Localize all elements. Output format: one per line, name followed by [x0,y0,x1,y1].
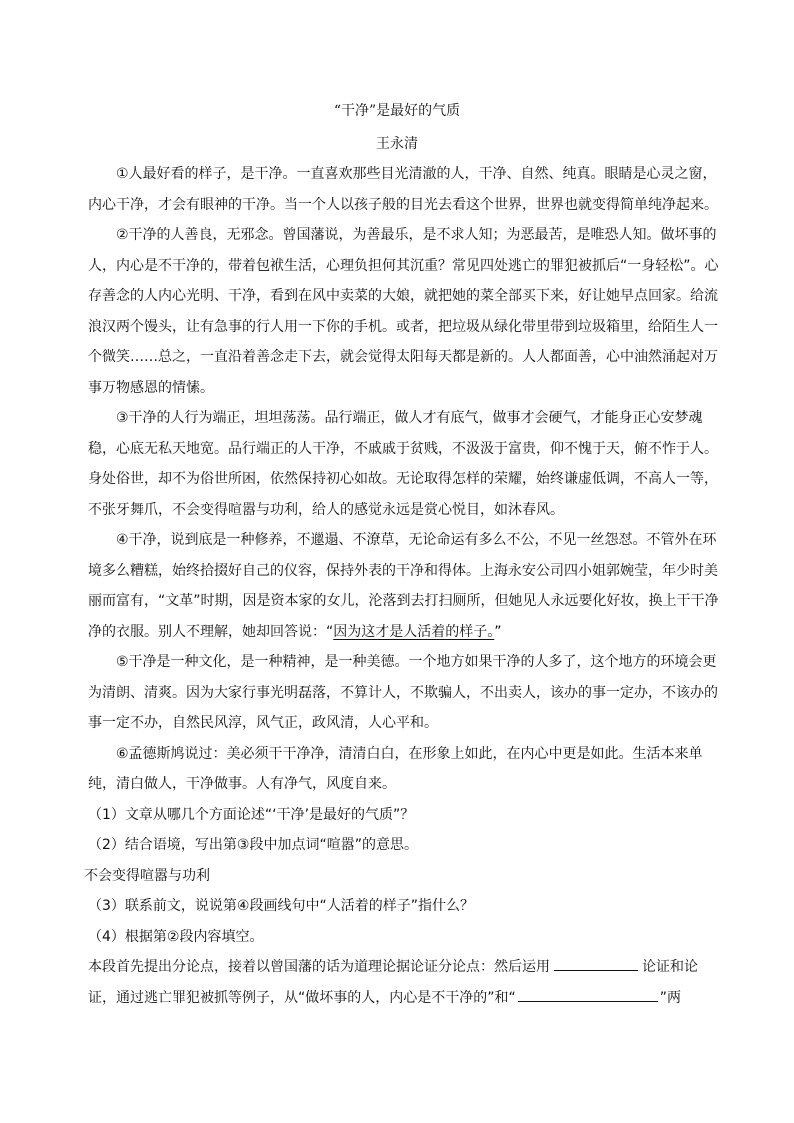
paragraph-1: ①人最好看的样子，是干净。一直喜欢那些目光清澈的人，干净、自然、纯真。眼睛是心灵之窗，内心干净，才会有眼神的干净。当一个人以孩子般的目光去看这个世界，世界也就变得简单纯净起来。 [88,166,718,213]
quote-close: ” [494,623,502,640]
underlined-sentence: 因为这才是人活着的样子。 [333,623,495,640]
fill-in-paragraph [88,952,720,1013]
fill-text-3: ”两 [659,989,682,1006]
blank-1[interactable] [554,956,638,971]
question-3: （3）联系前文，说说第④段画线句中“人活着的样子”指什么？ [88,898,474,914]
paragraph-5: ⑤干净是一种文化，是一种精神，是一种美德。一个地方如果干净的人多了，这个地方的环境会更为清朗、清爽。因为大家行事光明磊落，不算计人，不欺骗人，不出卖人，该办的事一定办，不该办的事一定不办，自然民风淳，风气正，政风清，人心平和。 [88,654,718,731]
paragraph-3: ③干净的人行为端正，坦坦荡荡。品行端正，做人才有底气，做事才会硬气，才能身正心安梦魂稳，心底无私天地宽。品行端正的人干净，不戚戚于贫贱，不汲汲于富贵，仰不愧于天，俯不怍于人。身处俗世，却不为俗世所困，依然保持初心如故。无论取得怎样的荣耀，始终谦虚低调，不高人一等，不张牙舞爪，不会变得喧嚣与功利，给人的感觉永远是赏心悦目，如沐春风。 [88,410,718,518]
paragraph-6: ⑥孟德斯鸠说过：美必须干干净净，清清白白，在形象上如此，在内心中更是如此。生活本来单纯，清白做人，干净做事。人有净气，风度自来。 [88,745,703,792]
article-author: 王永清 [376,136,418,152]
paragraph-2: ②干净的人善良，无邪念。曾国藩说，为善最乐，是不求人知；为恶最苦，是唯恐人知。做坏事的人，内心是不干净的，带着包袱生活，心理负担何其沉重？常见四处逃亡的罪犯被抓后“一身轻松”。心存善念的人内心光明、干净，看到在风中卖菜的大娘，就把她的菜全部买下来，好让她早点回家。给流浪汉两个馒头，让有急事的行人用一下你的手机。或者，把垃圾从绿化带里带到垃圾箱里，给陌生人一个微笑……总之，一直沿着善念走下去，就会觉得太阳每天都是新的。人人都面善，心中油然涌起对万事万物感恩的情愫。 [88,227,719,396]
fill-text-2: 论证和论证，通过逃亡罪犯被抓等例子，从“做坏事的人，内心是不干净的”和“ [88,959,698,1006]
article-title: “干净”是最好的气质 [333,103,461,119]
blank-2[interactable] [518,987,658,1002]
paragraph-4-text: ④干净，说到底是一种修养，不邋遢、不潦草，无论命运有多么不公，不见一丝怨怼。不管外在环境多么糟糕，始终拾掇好自己的仪容，保持外表的干净和得体。上海永安公司四小姐郭婉莹，年少时美丽而富有，“文革”时期，因是资本家的女儿，沦落到去打扫厕所，但她见人永远要化好妆，换上干干净净的衣服。别人不理解，她却回答说：“ [88,532,719,640]
question-1: （1）文章从哪几个方面论述“‘干净’是最好的气质”？ [88,806,415,823]
answer-2: 不会变得喧嚣与功利 [84,867,210,884]
article-body [84,159,720,1013]
fill-text-1: 本段首先提出分论点，接着以曾国藩的话为道理论据论证分论点：然后运用 [88,959,550,975]
question-4: （4）根据第②段内容填空。 [88,928,264,945]
paragraph-4 [88,525,720,647]
question-2: （2）结合语境，写出第③段中加点词“喧嚣”的意思。 [88,837,418,853]
